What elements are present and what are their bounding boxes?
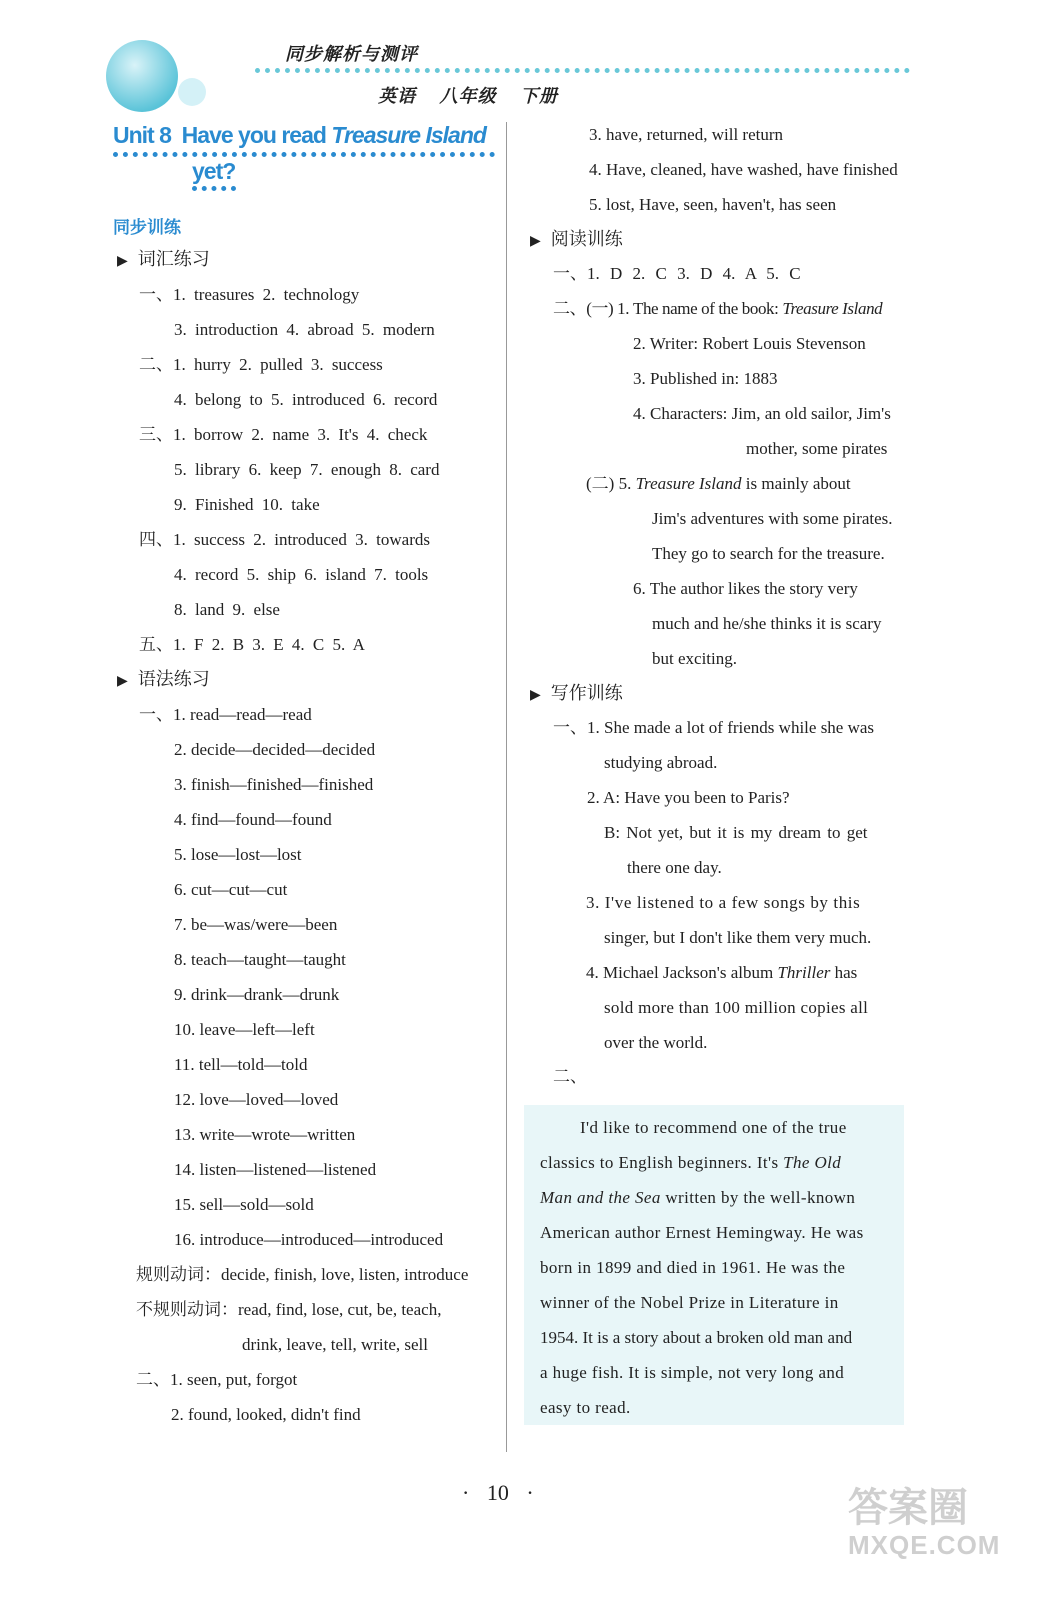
answer-line: 12. love—loved—loved bbox=[174, 1090, 339, 1109]
answer-line: 2. Writer: Robert Louis Stevenson bbox=[633, 334, 866, 353]
answer-line: (二) 5. Treasure Island is mainly about bbox=[586, 474, 851, 493]
answer-line: 3. finish—finished—finished bbox=[174, 775, 374, 794]
answer-line: B: Not yet, but it is my dream to get bbox=[604, 823, 868, 842]
answer-line: 5. lose—lost—lost bbox=[174, 845, 302, 864]
column-divider bbox=[506, 122, 507, 1452]
answer-line: 2. found, looked, didn't find bbox=[171, 1405, 361, 1424]
answer-line: studying abroad. bbox=[604, 753, 718, 772]
answer-line: 5. library 6. keep 7. enough 8. card bbox=[174, 460, 440, 479]
answer-line: sold more than 100 million copies all bbox=[604, 998, 869, 1017]
vocab-heading: ▶ 词汇练习 bbox=[117, 249, 210, 269]
answer-line: 4. Characters: Jim, an old sailor, Jim's bbox=[633, 404, 891, 423]
unit-dotted-rule bbox=[113, 152, 495, 157]
header-dotted-rule bbox=[255, 68, 910, 73]
answer-line: 7. be—was/were—been bbox=[174, 915, 338, 934]
answer-line: 一、1. She made a lot of friends while she was bbox=[553, 718, 875, 737]
answer-line: 9. Finished 10. take bbox=[174, 495, 320, 514]
essay-line: American author Ernest Hemingway. He was bbox=[540, 1223, 864, 1242]
answer-line: over the world. bbox=[604, 1033, 708, 1052]
grammar-heading: ▶ 语法练习 bbox=[117, 669, 210, 689]
answer-line: much and he/she thinks it is scary bbox=[652, 614, 882, 633]
essay-line: classics to English beginners. It's The Old bbox=[540, 1153, 842, 1172]
answer-line: 6. cut—cut—cut bbox=[174, 880, 288, 899]
answer-line: 3. introduction 4. abroad 5. modern bbox=[174, 320, 435, 339]
answer-line: 二、1. hurry 2. pulled 3. success bbox=[139, 355, 383, 374]
answer-line: drink, leave, tell, write, sell bbox=[242, 1335, 428, 1354]
answer-line: 3. Published in: 1883 bbox=[633, 369, 778, 388]
watermark-url: MXQE.COM bbox=[848, 1530, 1001, 1560]
answer-line: 不规则动词：read, find, lose, cut, be, teach, bbox=[136, 1300, 442, 1319]
reading-heading: ▶ 阅读训练 bbox=[530, 229, 623, 249]
subject-line: 英语 八年级 下册 bbox=[378, 86, 558, 106]
unit-label: Unit 8 bbox=[113, 122, 171, 148]
answer-line: there one day. bbox=[627, 858, 722, 877]
answer-line: 14. listen—listened—listened bbox=[174, 1160, 377, 1179]
answer-line: 8. teach—taught—taught bbox=[174, 950, 346, 969]
answer-line: 6. The author likes the story very bbox=[633, 579, 858, 598]
answer-line: 四、1. success 2. introduced 3. towards bbox=[139, 530, 431, 549]
answer-line: 4. record 5. ship 6. island 7. tools bbox=[174, 565, 429, 584]
answer-line: 15. sell—sold—sold bbox=[174, 1195, 314, 1214]
answer-line: 5. lost, Have, seen, haven't, has seen bbox=[589, 195, 837, 214]
answer-line: 4. Have, cleaned, have washed, have finished bbox=[589, 160, 898, 179]
answer-line: 一、1. read—read—read bbox=[139, 705, 312, 724]
book-title: 同步解析与测评 bbox=[285, 44, 418, 64]
answer-line: 2. A: Have you been to Paris? bbox=[587, 788, 790, 807]
essay-line: winner of the Nobel Prize in Literature in bbox=[540, 1293, 839, 1312]
unit-title-book: Treasure Island bbox=[331, 122, 486, 148]
answer-line: 13. write—wrote—written bbox=[174, 1125, 356, 1144]
answer-line: singer, but I don't like them very much. bbox=[604, 928, 872, 947]
header-logo-bubble bbox=[100, 36, 220, 116]
answer-line: 3. have, returned, will return bbox=[589, 125, 784, 144]
answer-line: 8. land 9. else bbox=[174, 600, 280, 619]
triangle-icon: ▶ bbox=[117, 254, 128, 269]
answer-line: 4. belong to 5. introduced 6. record bbox=[174, 390, 438, 409]
answer-line: 规则动词：decide, finish, love, listen, introduce bbox=[136, 1265, 469, 1284]
unit-title bbox=[113, 122, 486, 149]
essay-line: easy to read. bbox=[540, 1398, 631, 1417]
answer-line: 3. I've listened to a few songs by this bbox=[586, 893, 861, 912]
essay-line: I'd like to recommend one of the true bbox=[580, 1118, 847, 1137]
answer-line: 三、1. borrow 2. name 3. It's 4. check bbox=[139, 425, 428, 444]
answer-line: but exciting. bbox=[652, 649, 737, 668]
triangle-icon: ▶ bbox=[530, 688, 541, 703]
unit-title-text: Have you read bbox=[181, 122, 332, 148]
answer-line: 16. introduce—introduced—introduced bbox=[174, 1230, 444, 1249]
section-heading-sync: 同步训练 bbox=[113, 218, 181, 237]
answer-line: 二、1. seen, put, forgot bbox=[136, 1370, 298, 1389]
answer-line: 二、(一) 1. The name of the book: Treasure Island bbox=[553, 299, 883, 318]
answer-line: 五、1. F 2. B 3. E 4. C 5. A bbox=[139, 635, 365, 654]
answer-line: Jim's adventures with some pirates. bbox=[652, 509, 893, 528]
essay-line: 1954. It is a story about a broken old man and bbox=[540, 1328, 853, 1347]
answer-line: 10. leave—left—left bbox=[174, 1020, 315, 1039]
answer-line: 一、1. treasures 2. technology bbox=[139, 285, 360, 304]
watermark-logo: 答案圈 bbox=[848, 1486, 968, 1530]
essay-line: a huge fish. It is simple, not very long and bbox=[540, 1363, 845, 1382]
answer-line: 9. drink—drank—drunk bbox=[174, 985, 340, 1004]
unit-title-line2: yet? bbox=[192, 158, 236, 184]
writing-heading: ▶ 写作训练 bbox=[530, 683, 623, 703]
essay-line: Man and the Sea written by the well-known bbox=[540, 1188, 856, 1207]
answer-line: 11. tell—told—told bbox=[174, 1055, 308, 1074]
answer-line: 一、1. D 2. C 3. D 4. A 5. C bbox=[553, 264, 801, 283]
answer-line: 二、 bbox=[553, 1067, 587, 1086]
essay-line: born in 1899 and died in 1961. He was the bbox=[540, 1258, 846, 1277]
answer-line: 2. decide—decided—decided bbox=[174, 740, 376, 759]
answer-line: They go to search for the treasure. bbox=[652, 544, 885, 563]
answer-line: mother, some pirates bbox=[746, 439, 888, 458]
answer-line: 4. find—found—found bbox=[174, 810, 332, 829]
answer-line: 4. Michael Jackson's album Thriller has bbox=[586, 963, 858, 982]
triangle-icon: ▶ bbox=[530, 234, 541, 249]
unit-dotted-rule-2 bbox=[192, 186, 236, 191]
triangle-icon: ▶ bbox=[117, 674, 128, 689]
page-number: · 10 · bbox=[462, 1480, 534, 1505]
